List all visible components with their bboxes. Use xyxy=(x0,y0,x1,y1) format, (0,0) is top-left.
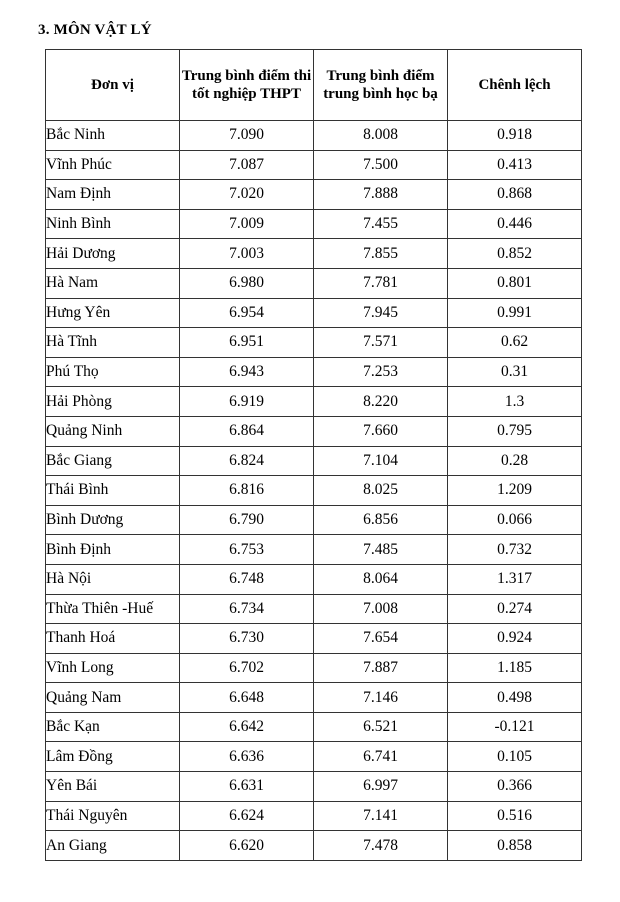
difference-cell: 0.274 xyxy=(448,594,582,624)
table-row xyxy=(46,150,582,180)
unit-cell: Thanh Hoá xyxy=(46,624,180,654)
transcript-average-cell: 7.104 xyxy=(314,446,448,476)
table-row xyxy=(46,239,582,269)
exam-average-cell: 6.954 xyxy=(180,298,314,328)
exam-average-cell: 7.003 xyxy=(180,239,314,269)
table-row xyxy=(46,505,582,535)
score-table xyxy=(45,49,582,861)
unit-cell: Hà Nam xyxy=(46,268,180,298)
exam-average-cell: 6.636 xyxy=(180,742,314,772)
transcript-average-cell: 8.025 xyxy=(314,476,448,506)
transcript-average-cell: 7.887 xyxy=(314,653,448,683)
unit-cell: Bình Định xyxy=(46,535,180,565)
exam-average-cell: 6.624 xyxy=(180,801,314,831)
difference-cell: 0.924 xyxy=(448,624,582,654)
unit-cell: Yên Bái xyxy=(46,772,180,802)
difference-cell: 0.991 xyxy=(448,298,582,328)
table-row xyxy=(46,298,582,328)
transcript-average-cell: 7.485 xyxy=(314,535,448,565)
table-row xyxy=(46,357,582,387)
transcript-average-cell: 8.008 xyxy=(314,121,448,151)
exam-average-cell: 7.009 xyxy=(180,209,314,239)
difference-cell: 0.795 xyxy=(448,416,582,446)
difference-cell: 0.62 xyxy=(448,328,582,358)
table-row xyxy=(46,624,582,654)
transcript-average-cell: 8.220 xyxy=(314,387,448,417)
exam-average-cell: 6.824 xyxy=(180,446,314,476)
difference-cell: -0.121 xyxy=(448,712,582,742)
difference-cell: 0.105 xyxy=(448,742,582,772)
difference-cell: 0.516 xyxy=(448,801,582,831)
difference-cell: 0.446 xyxy=(448,209,582,239)
exam-average-cell: 6.631 xyxy=(180,772,314,802)
difference-cell: 0.498 xyxy=(448,683,582,713)
transcript-average-cell: 7.253 xyxy=(314,357,448,387)
transcript-average-cell: 7.660 xyxy=(314,416,448,446)
transcript-average-cell: 7.500 xyxy=(314,150,448,180)
unit-cell: Hà Tĩnh xyxy=(46,328,180,358)
unit-cell: Vĩnh Long xyxy=(46,653,180,683)
exam-average-cell: 6.790 xyxy=(180,505,314,535)
section-heading: 3. MÔN VẬT LÝ xyxy=(38,22,152,38)
transcript-average-cell: 8.064 xyxy=(314,564,448,594)
transcript-average-cell: 7.945 xyxy=(314,298,448,328)
transcript-average-cell: 7.571 xyxy=(314,328,448,358)
table-body xyxy=(46,121,582,861)
unit-cell: Bắc Kạn xyxy=(46,712,180,742)
unit-cell: Ninh Bình xyxy=(46,209,180,239)
transcript-average-cell: 7.141 xyxy=(314,801,448,831)
transcript-average-cell: 7.008 xyxy=(314,594,448,624)
difference-cell: 1.3 xyxy=(448,387,582,417)
unit-cell: Nam Định xyxy=(46,180,180,210)
exam-average-cell: 6.980 xyxy=(180,268,314,298)
table-header-row xyxy=(46,50,582,121)
table-row xyxy=(46,683,582,713)
exam-average-cell: 6.620 xyxy=(180,831,314,861)
exam-average-cell: 7.020 xyxy=(180,180,314,210)
difference-cell: 0.366 xyxy=(448,772,582,802)
table-row xyxy=(46,387,582,417)
header-difference: Chênh lệch xyxy=(448,50,582,121)
difference-cell: 0.918 xyxy=(448,121,582,151)
table-row xyxy=(46,831,582,861)
table-row xyxy=(46,416,582,446)
transcript-average-cell: 7.654 xyxy=(314,624,448,654)
unit-cell: Hưng Yên xyxy=(46,298,180,328)
unit-cell: Quảng Nam xyxy=(46,683,180,713)
difference-cell: 1.209 xyxy=(448,476,582,506)
difference-cell: 0.413 xyxy=(448,150,582,180)
unit-cell: An Giang xyxy=(46,831,180,861)
transcript-average-cell: 7.455 xyxy=(314,209,448,239)
exam-average-cell: 7.090 xyxy=(180,121,314,151)
table-row xyxy=(46,535,582,565)
transcript-average-cell: 7.781 xyxy=(314,268,448,298)
transcript-average-cell: 6.741 xyxy=(314,742,448,772)
exam-average-cell: 6.951 xyxy=(180,328,314,358)
exam-average-cell: 6.642 xyxy=(180,712,314,742)
header-transcript-average: Trung bình điểm trung bình học bạ xyxy=(314,50,448,121)
table-row xyxy=(46,209,582,239)
unit-cell: Bắc Ninh xyxy=(46,121,180,151)
exam-average-cell: 6.919 xyxy=(180,387,314,417)
table-row xyxy=(46,564,582,594)
unit-cell: Quảng Ninh xyxy=(46,416,180,446)
transcript-average-cell: 6.856 xyxy=(314,505,448,535)
exam-average-cell: 6.864 xyxy=(180,416,314,446)
unit-cell: Thừa Thiên -Huế xyxy=(46,594,180,624)
difference-cell: 0.852 xyxy=(448,239,582,269)
table-row xyxy=(46,712,582,742)
transcript-average-cell: 7.855 xyxy=(314,239,448,269)
exam-average-cell: 6.702 xyxy=(180,653,314,683)
difference-cell: 0.066 xyxy=(448,505,582,535)
transcript-average-cell: 7.478 xyxy=(314,831,448,861)
exam-average-cell: 6.816 xyxy=(180,476,314,506)
difference-cell: 0.31 xyxy=(448,357,582,387)
table-row xyxy=(46,772,582,802)
table-row xyxy=(46,180,582,210)
header-unit: Đơn vị xyxy=(46,50,180,121)
table-row xyxy=(46,268,582,298)
exam-average-cell: 6.734 xyxy=(180,594,314,624)
exam-average-cell: 7.087 xyxy=(180,150,314,180)
difference-cell: 1.317 xyxy=(448,564,582,594)
exam-average-cell: 6.748 xyxy=(180,564,314,594)
table-row xyxy=(46,476,582,506)
unit-cell: Thái Bình xyxy=(46,476,180,506)
table-row xyxy=(46,121,582,151)
transcript-average-cell: 6.997 xyxy=(314,772,448,802)
difference-cell: 0.868 xyxy=(448,180,582,210)
table-row xyxy=(46,328,582,358)
unit-cell: Vĩnh Phúc xyxy=(46,150,180,180)
unit-cell: Bình Dương xyxy=(46,505,180,535)
table-row xyxy=(46,653,582,683)
unit-cell: Phú Thọ xyxy=(46,357,180,387)
unit-cell: Bắc Giang xyxy=(46,446,180,476)
table-row xyxy=(46,742,582,772)
exam-average-cell: 6.753 xyxy=(180,535,314,565)
unit-cell: Thái Nguyên xyxy=(46,801,180,831)
exam-average-cell: 6.648 xyxy=(180,683,314,713)
difference-cell: 0.28 xyxy=(448,446,582,476)
unit-cell: Hải Phòng xyxy=(46,387,180,417)
transcript-average-cell: 7.888 xyxy=(314,180,448,210)
difference-cell: 0.858 xyxy=(448,831,582,861)
table-row xyxy=(46,594,582,624)
difference-cell: 0.801 xyxy=(448,268,582,298)
header-exam-average: Trung bình điểm thi tốt nghiệp THPT xyxy=(180,50,314,121)
exam-average-cell: 6.730 xyxy=(180,624,314,654)
table-row xyxy=(46,446,582,476)
transcript-average-cell: 7.146 xyxy=(314,683,448,713)
difference-cell: 0.732 xyxy=(448,535,582,565)
table-row xyxy=(46,801,582,831)
transcript-average-cell: 6.521 xyxy=(314,712,448,742)
exam-average-cell: 6.943 xyxy=(180,357,314,387)
difference-cell: 1.185 xyxy=(448,653,582,683)
unit-cell: Lâm Đồng xyxy=(46,742,180,772)
unit-cell: Hải Dương xyxy=(46,239,180,269)
unit-cell: Hà Nội xyxy=(46,564,180,594)
